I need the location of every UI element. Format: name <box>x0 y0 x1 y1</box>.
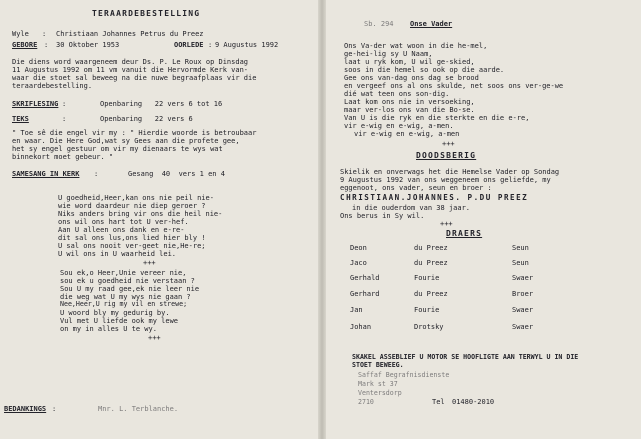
reading-label: SKRIFLESING <box>12 100 59 108</box>
program-title: TERAARDEBESTELLING <box>92 9 201 18</box>
bearer-row: Jan Fourie Swaer <box>350 306 534 314</box>
bearers-title: DRAERS <box>446 229 483 238</box>
right-page: Sb. 294 Onse Vader Ons Va-der wat woon in die he-mel, ge-hei-lig sy U Naam, laat u ryk kom, U wil ge-skied, soos in die hemel so ook op die aarde. Gee ons van-dag ons dag se brood en vergeef ons al ons skulde, net soos ons ver-ge-we dié wat teen ons son-dig. Laat kom ons nie in versoeking, maar ver-los ons van die Bo-se. Van U is die ryk en die sterkte en die e-re, vir e-wig en e-wig, a-men. vir e-wig en e-wig, a-men +++ DOODSBERIG Skielik en onverwags het die Hemelse Vader op Sondag 9 Augustus 1992 van ons weggeneem ons geliefde, my eggenoot, ons vader, seun en broer : CHRISTIAAN.JOHANNES. P.DU PREEZ in die ouderdom van 38 jaar. Ons berus in Sy wil. +++ DRAERS Deon du Preez Seun Jaco du Preez Seun Gerhald Fourie Swaer Gerhard du Preez Broer Jan Fourie Swaer Johan Drotsky Swaer SKAKEL ASSEBLIEF U MOTOR SE HOOFLIGTE AAN TERWYL U IN DIE STOET BEWEEG. Saffaf Begrafnisdienste Mark st 37 Ventersdorp 2710 Tel 01480-2010 <box>322 0 641 439</box>
prayer-title: Onse Vader <box>410 20 453 28</box>
deceased-full-name: CHRISTIAAN.JOHANNES. P.DU PREEZ <box>340 193 529 202</box>
deceased-label: Wyle <box>12 30 29 38</box>
bearer-row: Jaco du Preez Seun <box>350 259 529 267</box>
phone-label: Tel <box>432 398 445 406</box>
bearer-row: Deon du Preez Seun <box>350 244 529 252</box>
hymn-number: Sb. 294 <box>364 20 394 28</box>
deceased-name: Christiaan Johannes Petrus du Preez <box>56 30 204 38</box>
died-label: OORLEDE <box>174 41 204 49</box>
separator: +++ <box>440 220 453 228</box>
born-date: 30 Oktober 1953 <box>56 41 120 49</box>
thanks-label: BEDANKINGS <box>4 405 47 413</box>
born-label: GEBORE <box>12 41 38 49</box>
bearer-row: Johan Drotsky Swaer <box>350 323 534 331</box>
bearer-row: Gerhard du Preez Broer <box>350 290 534 298</box>
hymn-reference: Gesang 40 vers 1 en 4 <box>128 170 225 178</box>
left-page: TERAARDEBESTELLING Wyle : Christiaan Johannes Petrus du Preez GEBORE : 30 Oktober 1953 OORLEDE : 9 Augustus 1992 Die diens word waargeneem deur Ds. P. Le Roux op Dinsdag 11 Augustus 1992 om 11 vm vanuit die Hervormde Kerk van- waar die stoet sal beweeg na die nuwe begraafplaas vir die teraardebestelling. SKRIFLESING : Openbaring 22 vers 6 tot 16 TEKS : Openbaring 22 vers 6 " Toe sê die engel vir my : " Hierdie woorde is betroubaar en waar. Die Here God,wat sy Gees aan die profete gee, het sy engel gestuur om vir my dienaars te wys wat binnekort moet gebeur. " SAMESANG IN KERK : Gesang 40 vers 1 en 4 U goedheid,Heer,kan ons nie peil nie- wie word daardeur nie diep geroer ? Niks anders bring vir ons die heil nie- ons wil ons hart tot U ver-hef. Aan U alleen ons dank en e-re- dit sal ons lus,ons lied hier bly ! U sal ons nooit ver-geet nie,He-re; U wil ons in U waarheid lei. +++ Sou ek,o Heer,Unie vereer nie, sou ek u goedheid nie verstaan ? Sou U my raad gee,ek nie leer nie die weg wat U my wys nie gaan ? Nee,Heer,U rig my vil en strewe; U woord bly my gedurig by. Vul met U liefde ook my lewe on my in alles U te wy. +++ BEDANKINGS : Mnr. L. Terblanche. <box>4 9 279 413</box>
text-label: TEKS <box>12 115 29 123</box>
separator: +++ <box>148 334 161 342</box>
died-date: 9 Augustus 1992 <box>215 41 279 49</box>
phone-number: 01480-2010 <box>452 398 495 406</box>
text-reference: Openbaring 22 vers 6 <box>100 115 193 123</box>
death-notice-title: DOODSBERIG <box>416 151 477 160</box>
separator: +++ <box>442 140 455 148</box>
hymn-label: SAMESANG IN KERK <box>12 170 80 178</box>
thanks-text: Mnr. L. Terblanche. <box>98 405 179 413</box>
separator: +++ <box>143 259 156 267</box>
bearer-row: Gerhald Fourie Swaer <box>350 274 534 282</box>
reading-reference: Openbaring 22 vers 6 tot 16 <box>100 100 223 108</box>
